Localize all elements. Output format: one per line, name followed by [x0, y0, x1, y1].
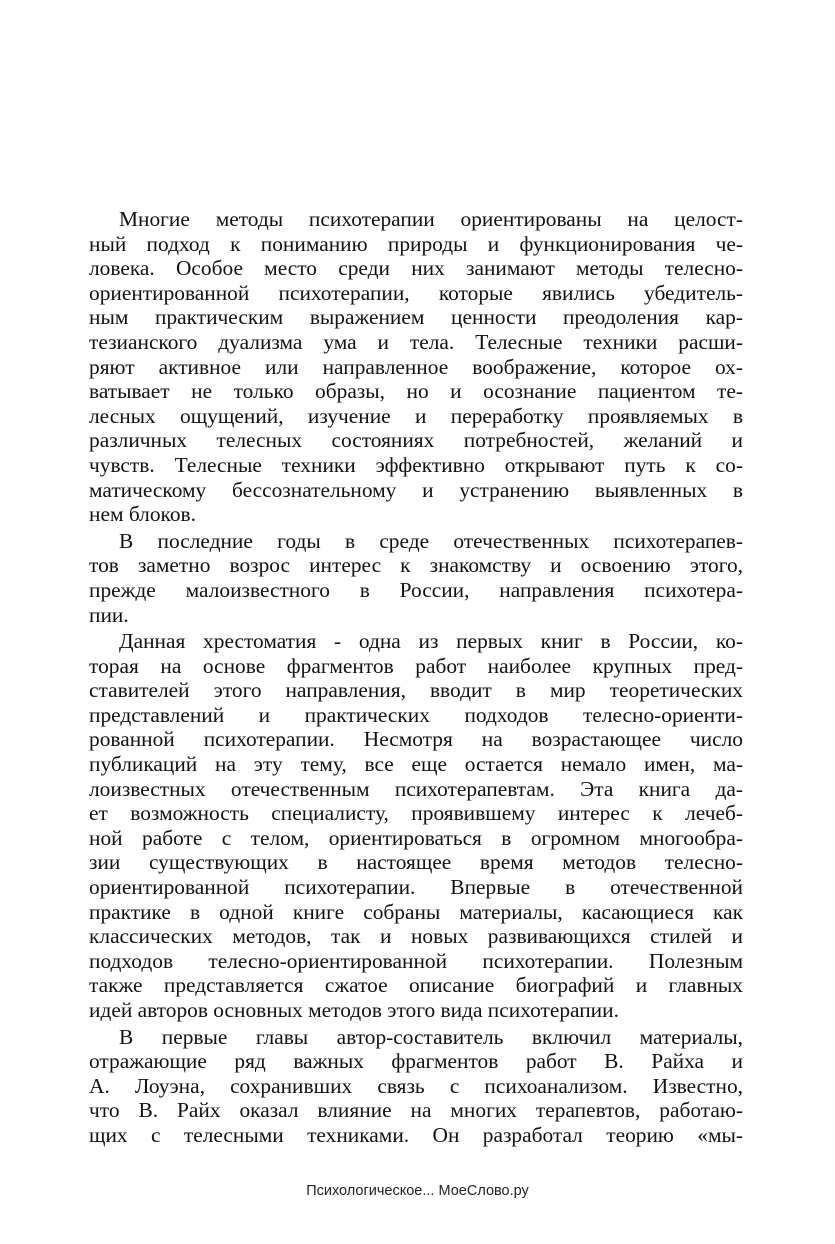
text-line: ной работе с телом, ориентироваться в огромном многообра-: [89, 825, 743, 850]
text-line: В последние годы в среде отечественных психотерапев-: [119, 528, 743, 553]
text-line: Многие методы психотерапии ориентированы на целост-: [119, 207, 743, 231]
text-line: также представляется сжатое описание биографий и главных: [89, 973, 743, 998]
text-line: ет возможность специалисту, проявившему интерес к лечеб-: [89, 801, 743, 826]
text-line: публикаций на эту тему, все еще остается немало имен, ма-: [89, 752, 743, 777]
text-line: чувств. Телесные техники эффективно открывают путь к со-: [89, 452, 743, 477]
page-body: [89, 207, 743, 1148]
text-line: тов заметно возрос интерес к знакомству и освоению этого,: [89, 553, 743, 578]
text-line: торая на основе фрагментов работ наиболее крупных пред-: [89, 653, 743, 678]
paragraph-3: [89, 629, 743, 1023]
text-line: представлений и практических подходов телесно-ориенти-: [89, 702, 743, 727]
text-line: ориентированной психотерапии. Впервые в отечественной: [89, 875, 743, 900]
text-line: пии.: [89, 602, 129, 627]
text-line: ряют активное или направленное воображение, которое ох-: [89, 354, 743, 379]
paragraph-2: [89, 529, 743, 627]
text-line: тезианского дуализма ума и тела. Телесные техники расши-: [89, 329, 743, 354]
text-line: нем блоков.: [89, 502, 196, 527]
paragraph-4: [89, 1025, 743, 1148]
page-footer: Психологическое... МоеСлово.ру: [306, 1183, 529, 1199]
text-line: Данная хрестоматия - одна из первых книг в России, ко-: [119, 629, 743, 654]
text-line: прежде малоизвестного в России, направления психотера-: [89, 577, 743, 602]
text-line: ватывает не только образы, но и осознание пациентом те-: [89, 379, 743, 404]
text-line: идей авторов основных методов этого вида психотерапии.: [89, 998, 619, 1022]
text-line: классических методов, так и новых развивающихся стилей и: [89, 924, 743, 949]
text-line: В первые главы автор-составитель включил материалы,: [119, 1024, 743, 1049]
text-line: что В. Райх оказал влияние на многих терапевтов, работаю-: [89, 1098, 743, 1123]
text-line: ным практическим выражением ценности преодоления кар-: [89, 305, 743, 330]
text-line: практике в одной книге собраны материалы, касающиеся как: [89, 899, 743, 924]
text-line: матическому бессознательному и устранению выявленных в: [89, 477, 743, 502]
text-line: зии существующих в настоящее время методов телесно-: [89, 850, 743, 875]
text-line: лесных ощущений, изучение и переработку проявляемых в: [89, 403, 743, 428]
text-line: ставителей этого направления, вводит в мир теоретических: [89, 678, 743, 703]
text-line: А. Лоуэна, сохранивших связь с психоанализом. Известно,: [89, 1073, 743, 1098]
text-line: рованной психотерапии. Несмотря на возрастающее число: [89, 727, 743, 752]
text-line: отражающие ряд важных фрагментов работ В. Райха и: [89, 1049, 743, 1074]
text-line: ный подход к пониманию природы и функционирования че-: [89, 231, 743, 256]
text-line: подходов телесно-ориентированной психотерапии. Полезным: [89, 948, 743, 973]
text-line: различных телесных состояниях потребностей, желаний и: [89, 428, 743, 453]
paragraph-1: [89, 207, 743, 527]
text-line: ориентированной психотерапии, которые явились убедитель-: [89, 280, 743, 305]
text-line: лоизвестных отечественным психотерапевтам. Эта книга да-: [89, 776, 743, 801]
text-line: щих с телесными техниками. Он разработал теорию «мы-: [89, 1122, 743, 1147]
text-line: ловека. Особое место среди них занимают методы телесно-: [89, 256, 743, 281]
